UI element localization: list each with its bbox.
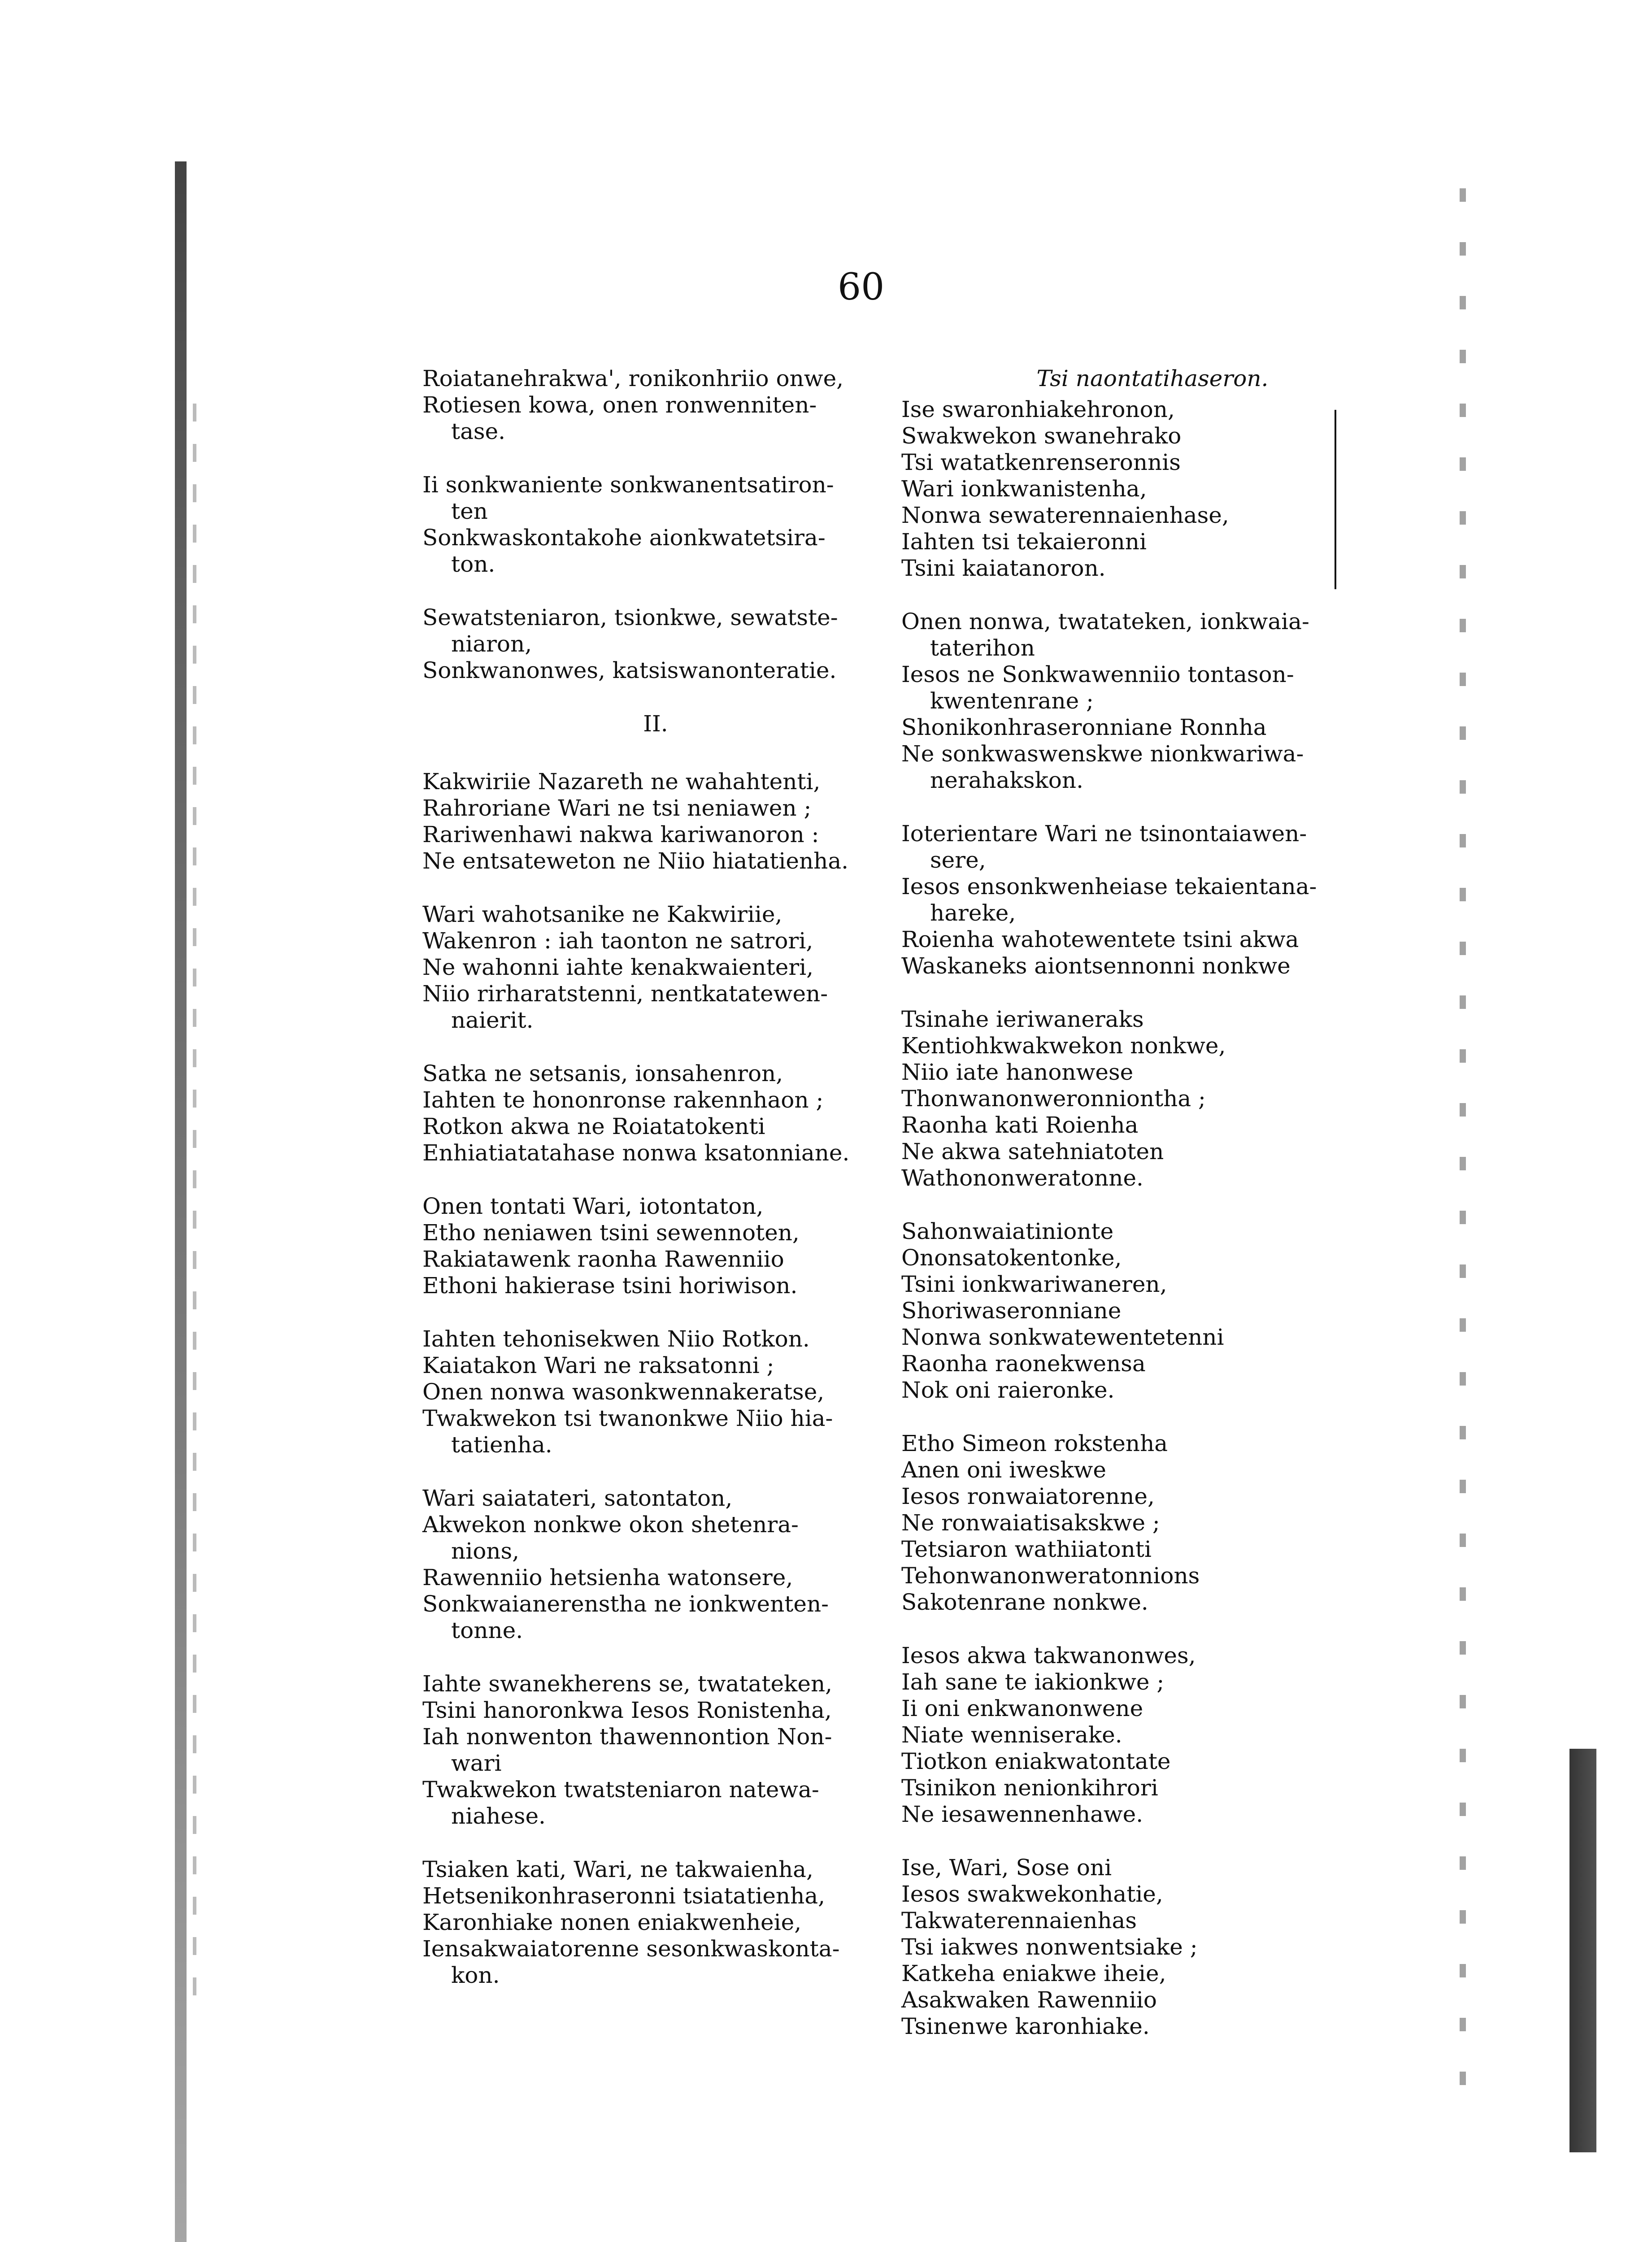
verse-line: Waskaneks aiontsennonni nonkwe — [901, 953, 1291, 979]
verse-line: Twakwekon twatsteniaron natewa- — [422, 1777, 819, 1803]
verse-line: Ethoni hakierase tsini horiwison. — [422, 1273, 798, 1299]
verse-line: Iahten te hononronse rakennhaon ; — [422, 1087, 824, 1113]
verse-line: Ne entsateweton ne Niio hiatatienha. — [422, 848, 849, 874]
verse-line: wari — [451, 1750, 502, 1776]
verse-line: Enhiatiatatahase nonwa ksatonniane. — [422, 1140, 850, 1166]
verse-line: Anen oni iweskwe — [901, 1457, 1106, 1483]
verse-line: Onen nonwa wasonkwennakeratse, — [422, 1379, 825, 1405]
stanza — [901, 1430, 1377, 1616]
verse-line: Ioterientare Wari ne tsinontaiawen- — [901, 821, 1307, 847]
verse-line: Takwaterennaienhas — [901, 1907, 1137, 1934]
verse-line: ton. — [451, 551, 496, 577]
right-column — [901, 365, 1377, 2067]
verse-line: Tsiaken kati, Wari, ne takwaienha, — [422, 1856, 813, 1882]
verse-line: Tsini hanoronkwa Iesos Ronistenha, — [422, 1697, 832, 1723]
stanza — [901, 1218, 1377, 1403]
stanza — [901, 1006, 1377, 1191]
stanza — [422, 1485, 889, 1644]
stanza — [422, 472, 889, 578]
stanza — [422, 604, 889, 684]
verse-line: niahese. — [451, 1803, 546, 1829]
verse-line: Ne iesawennenhawe. — [901, 1801, 1143, 1827]
left-stanzas-top — [422, 365, 889, 684]
verse-line: Tsini kaiatanoron. — [901, 555, 1106, 581]
verse-line: Rakiatawenk raonha Rawenniio — [422, 1246, 784, 1272]
verse-line: Raonha raonekwensa — [901, 1351, 1146, 1377]
verse-line: Iesos ronwaiatorenne, — [901, 1483, 1155, 1509]
section-heading: II. — [643, 711, 668, 737]
stanza — [422, 769, 889, 874]
verse-line: Shonikonhraseronniane Ronnha — [901, 714, 1267, 740]
left-stanzas-bottom — [422, 769, 889, 1989]
verse-line: Twakwekon tsi twanonkwe Niio hia- — [422, 1405, 833, 1431]
verse-line: Katkeha eniakwe iheie, — [901, 1960, 1166, 1986]
verse-line: Onen tontati Wari, iotontaton, — [422, 1193, 764, 1219]
verse-line: Ononsatokentonke, — [901, 1245, 1122, 1271]
stanza — [422, 1856, 889, 1989]
verse-line: Ne ronwaiatisakskwe ; — [901, 1510, 1160, 1536]
verse-line: Wari ionkwanistenha, — [901, 476, 1147, 502]
verse-line: Iensakwaiatorenne sesonkwaskonta- — [422, 1936, 840, 1962]
verse-line: Tsi iakwes nonwentsiake ; — [901, 1934, 1198, 1960]
verse-line: Sewatsteniaron, tsionkwe, sewatste- — [422, 604, 838, 630]
verse-line: Nonwa sewaterennaienhase, — [901, 502, 1229, 528]
verse-line: kon. — [451, 1962, 500, 1988]
verse-line: Sonkwanonwes, katsiswanonteratie. — [422, 657, 837, 683]
verse-line: Niate wenniserake. — [901, 1722, 1122, 1748]
scan-edge-right-bar — [1569, 1749, 1596, 2152]
verse-line: Sakotenrane nonkwe. — [901, 1589, 1148, 1615]
verse-line: Kakwiriie Nazareth ne wahahtenti, — [422, 769, 821, 795]
stanza — [901, 1855, 1377, 2040]
verse-line: Tsi watatkenrenseronnis — [901, 449, 1181, 475]
verse-line: Kentiohkwakwekon nonkwe, — [901, 1033, 1226, 1059]
verse-line: Ii oni enkwanonwene — [901, 1695, 1143, 1721]
left-column — [422, 365, 889, 2016]
verse-line: Iah sane te iakionkwe ; — [901, 1669, 1165, 1695]
verse-line: Kaiatakon Wari ne raksatonni ; — [422, 1352, 774, 1378]
verse-line: Tsinenwe karonhiake. — [901, 2013, 1150, 2039]
hymn-title: Tsi naontatihaseron. — [1036, 365, 1269, 391]
verse-line: Rotiesen kowa, onen ronwenniten- — [422, 392, 817, 418]
verse-line: Sonkwaskontakohe aionkwatetsira- — [422, 525, 826, 551]
right-stanzas — [901, 396, 1377, 2040]
verse-line: Swakwekon swanehrako — [901, 423, 1182, 449]
scan-edge-left — [175, 161, 187, 2242]
stanza — [422, 1060, 889, 1166]
verse-line: Onen nonwa, twatateken, ionkwaia- — [901, 608, 1309, 634]
verse-line: Rariwenhawi nakwa kariwanoron : — [422, 821, 819, 847]
verse-line: Akwekon nonkwe okon shetenra- — [422, 1512, 799, 1538]
stanza — [901, 608, 1377, 794]
verse-line: tonne. — [451, 1617, 523, 1643]
stanza — [422, 365, 889, 445]
scan-edge-left-streak — [193, 404, 196, 2018]
verse-line: nions, — [451, 1538, 520, 1564]
verse-line: Etho neniawen tsini sewennoten, — [422, 1220, 800, 1246]
verse-line: Rawenniio hetsienha watonsere, — [422, 1564, 793, 1590]
verse-line: Raonha kati Roienha — [901, 1112, 1139, 1138]
verse-line: nerahakskon. — [930, 767, 1083, 793]
verse-line: Tsinahe ieriwaneraks — [901, 1006, 1144, 1032]
verse-line: Tehonwanonweratonnions — [901, 1563, 1200, 1589]
verse-line: Roienha wahotewentete tsini akwa — [901, 926, 1299, 952]
verse-line: tatienha. — [451, 1432, 552, 1458]
verse-line: Wari saiatateri, satontaton, — [422, 1485, 733, 1511]
verse-line: Ise swaronhiakehronon, — [901, 396, 1175, 422]
verse-line: Ne wahonni iahte kenakwaienteri, — [422, 954, 814, 980]
verse-line: Rahroriane Wari ne tsi neniawen ; — [422, 795, 812, 821]
verse-line: tase. — [451, 418, 506, 444]
verse-line: Wathononweratonne. — [901, 1165, 1143, 1191]
verse-line: Niio rirharatstenni, nentkatatewen- — [422, 981, 828, 1007]
verse-line: Satka ne setsanis, ionsahenron, — [422, 1060, 783, 1086]
verse-line: Ise, Wari, Sose oni — [901, 1855, 1112, 1881]
verse-line: Iahten tehonisekwen Niio Rotkon. — [422, 1326, 810, 1352]
verse-line: Sahonwaiatinionte — [901, 1218, 1114, 1244]
stanza — [901, 821, 1377, 979]
verse-line: Hetsenikonhraseronni tsiatatienha, — [422, 1883, 826, 1909]
verse-line: Nonwa sonkwatewentetenni — [901, 1324, 1224, 1350]
scan-edge-right — [1460, 188, 1466, 2107]
stanza — [422, 1326, 889, 1458]
stanza — [422, 1193, 889, 1299]
verse-line: Roiatanehrakwa', ronikonhriio onwe, — [422, 365, 844, 391]
verse-line: hareke, — [930, 900, 1016, 926]
verse-line: Sonkwaianerenstha ne ionkwenten- — [422, 1591, 829, 1617]
verse-line: Tsini ionkwariwaneren, — [901, 1271, 1167, 1297]
verse-line: Tsinikon nenionkihrori — [901, 1775, 1158, 1801]
verse-line: ten — [451, 498, 488, 524]
verse-line: Ii sonkwaniente sonkwanentsatiron- — [422, 472, 834, 498]
verse-line: Rotkon akwa ne Roiatatokenti — [422, 1113, 765, 1139]
verse-line: taterihon — [930, 635, 1035, 661]
verse-line: Karonhiake nonen eniakwenheie, — [422, 1909, 802, 1935]
verse-line: naierit. — [451, 1007, 534, 1033]
verse-line: Iah nonwenton thawennontion Non- — [422, 1724, 832, 1750]
verse-line: Thonwanonweronniontha ; — [901, 1086, 1206, 1112]
verse-line: niaron, — [451, 631, 532, 657]
verse-line: Niio iate hanonwese — [901, 1059, 1134, 1085]
stanza — [901, 1642, 1377, 1828]
brace-mark — [1328, 410, 1336, 589]
verse-line: Asakwaken Rawenniio — [901, 1987, 1157, 2013]
verse-line: Wari wahotsanike ne Kakwiriie, — [422, 901, 783, 927]
verse-line: Ne akwa satehniatoten — [901, 1138, 1164, 1164]
page-number: 60 — [838, 266, 885, 308]
verse-line: Wakenron : iah taonton ne satrori, — [422, 928, 813, 954]
verse-line: sere, — [930, 847, 986, 873]
verse-line: Shoriwaseronniane — [901, 1298, 1122, 1324]
stanza — [422, 1671, 889, 1829]
verse-line: Iesos ensonkwenheiase tekaientana- — [901, 873, 1317, 899]
stanza — [901, 396, 1377, 582]
stanza — [422, 901, 889, 1034]
verse-line: Iahten tsi tekaieronni — [901, 529, 1147, 555]
verse-line: kwentenrane ; — [930, 688, 1094, 714]
verse-line: Iahte swanekherens se, twatateken, — [422, 1671, 833, 1697]
verse-line: Tiotkon eniakwatontate — [901, 1748, 1171, 1774]
verse-line: Iesos ne Sonkwawenniio tontason- — [901, 661, 1294, 687]
verse-line: Ne sonkwaswenskwe nionkwariwa- — [901, 741, 1304, 767]
verse-line: Iesos swakwekonhatie, — [901, 1881, 1163, 1907]
verse-line: Iesos akwa takwanonwes, — [901, 1642, 1196, 1668]
verse-line: Etho Simeon rokstenha — [901, 1430, 1168, 1456]
verse-line: Nok oni raieronke. — [901, 1377, 1115, 1403]
verse-line: Tetsiaron wathiiatonti — [901, 1536, 1152, 1562]
